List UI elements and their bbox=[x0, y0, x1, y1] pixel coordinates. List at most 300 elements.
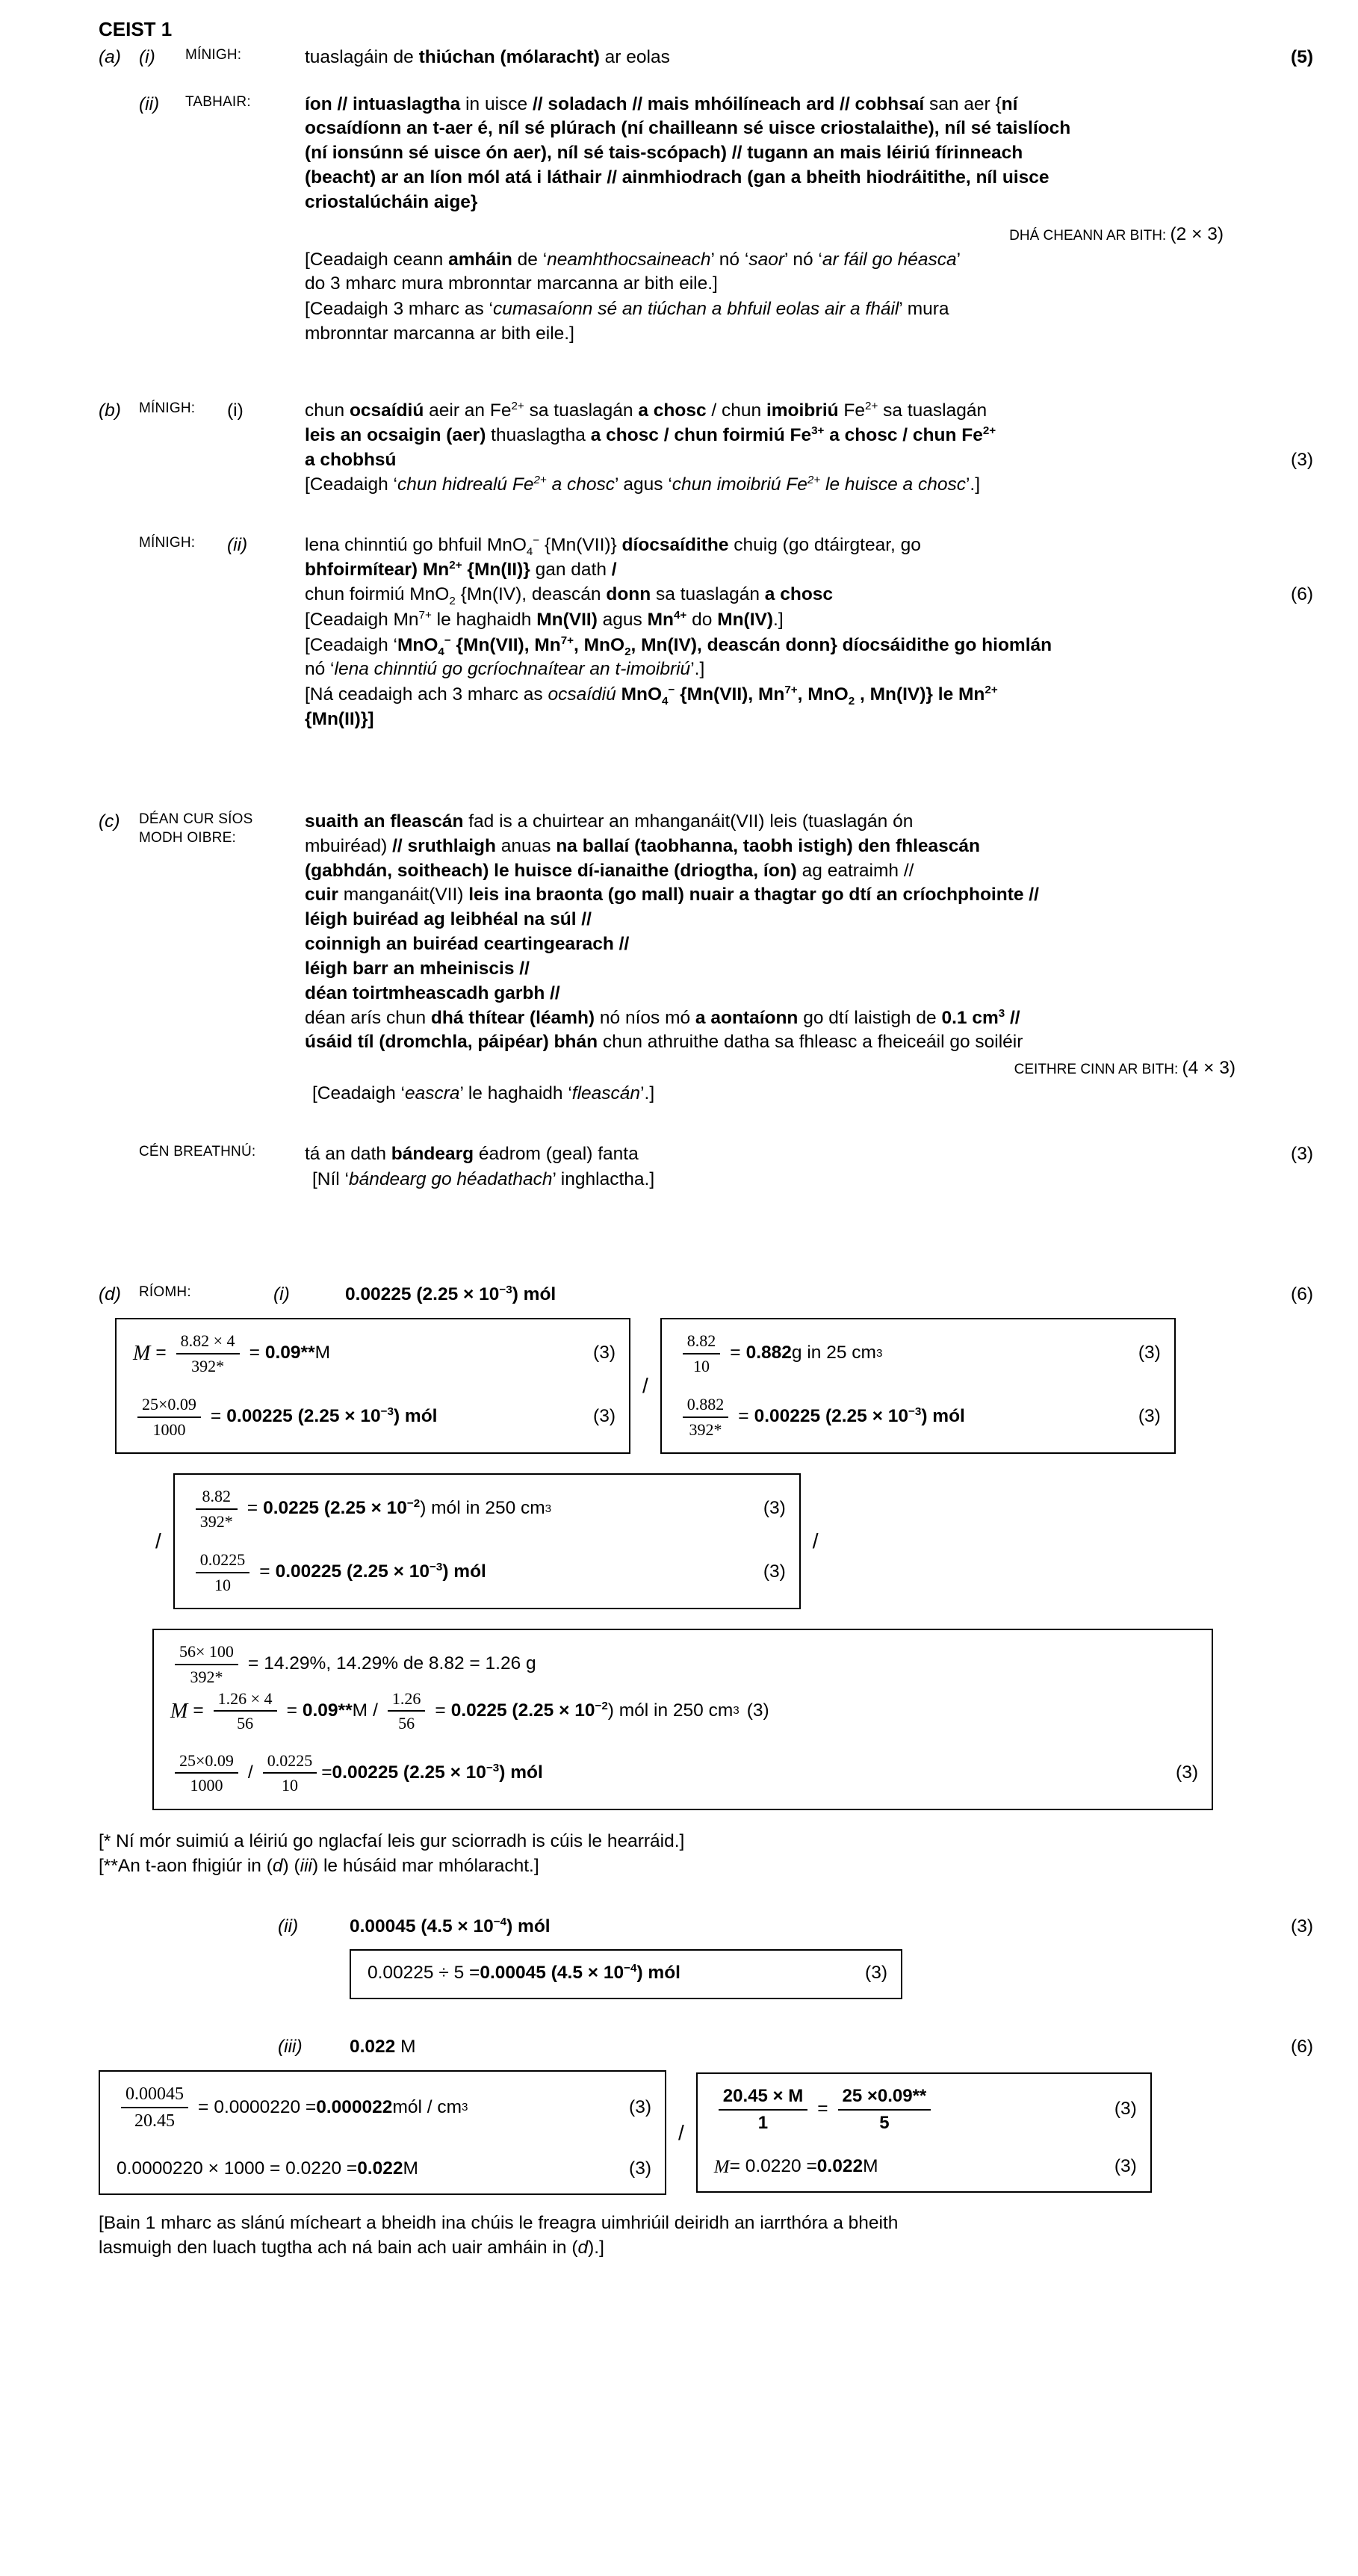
c-brn-t2: ’ inghlactha.] bbox=[552, 1168, 655, 1189]
boxR-mark2: (3) bbox=[1114, 2156, 1137, 2177]
boxR-f1num: 20.45 × M bbox=[722, 2085, 804, 2106]
b-ii-n2b1: MnO bbox=[397, 634, 438, 655]
c-l4t1: manganáit(VII) bbox=[338, 885, 469, 905]
d-footnote-3 bbox=[99, 2211, 1313, 2261]
box1-eq2: = bbox=[249, 1343, 260, 1363]
b-ii-n1b3: Mn(IV) bbox=[717, 609, 774, 630]
b-ii-n2b2sup: 7+ bbox=[560, 634, 574, 647]
c-note-t1: [Ceadaigh ‘ bbox=[312, 1083, 405, 1103]
b-i-l2b2: a chosc / chun foirmiú Fe bbox=[590, 424, 812, 445]
note1-i3: ar fáil go héasca bbox=[822, 249, 957, 270]
d-sep-2: / bbox=[155, 1529, 161, 1553]
note1-t2: de ‘ bbox=[512, 249, 548, 270]
note2-t1: [Ceadaigh 3 mharc as ‘ bbox=[305, 299, 493, 320]
box4-mark3: (3) bbox=[1176, 1762, 1198, 1783]
b-ii-note-3 bbox=[305, 683, 1313, 732]
b-ii-n3b1sub: 4 bbox=[662, 695, 669, 708]
any-two-label: DHÁ CHEANN AR BITH: bbox=[1009, 227, 1167, 244]
b-i-note-i1b: a chosc bbox=[546, 474, 616, 495]
d-ii-box-sup: −4 bbox=[624, 1962, 637, 1975]
box2-res2a: 0.00225 (2.25 × 10 bbox=[754, 1406, 908, 1427]
boxR-mark1: (3) bbox=[1114, 2099, 1137, 2120]
box4-frac3 bbox=[388, 1688, 426, 1735]
b-i-t1: chun bbox=[305, 400, 350, 421]
c-l2t1: mbuiréad) bbox=[305, 835, 393, 856]
box2-res2sup: −3 bbox=[908, 1405, 922, 1419]
mark-b-i: (3) bbox=[1291, 449, 1313, 470]
any-two-row bbox=[99, 223, 1313, 247]
box4-text1: 14.29%, 14.29% de 8.82 = 1.26 g bbox=[264, 1653, 536, 1674]
d-i-sup: −3 bbox=[499, 1284, 512, 1297]
b-ii-n2b5: donn bbox=[785, 634, 831, 655]
box2-mark1: (3) bbox=[1138, 1343, 1161, 1363]
box1-row2 bbox=[133, 1393, 616, 1440]
b-ii-n2b1sub: 4 bbox=[438, 645, 444, 658]
b-ii-n3t1: [Ná ceadaigh ach 3 mharc as bbox=[305, 684, 548, 705]
c-l1b: suaith an fleascán bbox=[305, 811, 464, 832]
roman-label-d-iii: (iii) bbox=[278, 2037, 303, 2058]
box1-f2den: 1000 bbox=[137, 1417, 201, 1440]
a-ii-t1: in uisce bbox=[460, 93, 533, 114]
c-line-3 bbox=[305, 859, 1313, 884]
d-fn2-i1: d bbox=[272, 1855, 283, 1876]
b-i-note-i2a: chun imoibriú Fe bbox=[672, 474, 807, 495]
box1-f1num: 8.82 × 4 bbox=[180, 1331, 235, 1351]
b-ii-n2b3sub: 2 bbox=[624, 645, 631, 658]
box1-frac1 bbox=[176, 1330, 240, 1377]
roman-label-d-ii: (ii) bbox=[278, 1916, 299, 1936]
b-ii-note-2-line2 bbox=[305, 657, 1313, 682]
c-l2b2: na ballaí (taobhanna, taobh istigh) den fhleascán bbox=[556, 835, 980, 856]
b-ii-l2b3: / bbox=[611, 560, 617, 580]
box1-eq: = bbox=[155, 1343, 167, 1363]
mark-d-iii: (6) bbox=[1291, 2037, 1313, 2058]
b-ii-n2t1: [Ceadaigh ‘ bbox=[305, 634, 397, 655]
box2-frac1 bbox=[683, 1330, 721, 1377]
c-note-t2: ’ le haghaidh ‘ bbox=[459, 1083, 572, 1103]
note1-i2: saor bbox=[748, 249, 784, 270]
d-iii-boxes-row bbox=[99, 2070, 1313, 2195]
note2-i1: cumasaíonn sé an tiúchan a bhfuil eolas air a fháil bbox=[492, 299, 899, 320]
c-line-7: léigh barr an mheiniscis // bbox=[305, 958, 530, 979]
a-i-bold: thiúchan (mólaracht) bbox=[418, 46, 600, 67]
b-ii-note-2 bbox=[305, 634, 1313, 683]
b-ii-n2b6: } díocsáidithe go hiomlán bbox=[830, 634, 1052, 655]
b-ii-n3b1: MnO bbox=[616, 684, 663, 705]
d-fn3-l1: [Bain 1 mharc as slánú mícheart a bheidh ina chúis le freagra uimhriúil deiridh an iarrthóra a bheith bbox=[99, 2213, 899, 2234]
note2-t2: ’ mura bbox=[899, 299, 949, 320]
box1-eq3: = bbox=[210, 1406, 222, 1427]
part-label-a: (a) bbox=[99, 46, 121, 67]
part-label-d: (d) bbox=[99, 1284, 121, 1305]
any-two-value: (2 × 3) bbox=[1170, 223, 1224, 244]
b-i-note-i1sup: 2+ bbox=[533, 474, 547, 487]
roman-label-a-ii: (ii) bbox=[139, 93, 160, 114]
b-i-l2t1: thuaslagtha bbox=[486, 424, 591, 445]
box4-f2den: 56 bbox=[214, 1710, 277, 1734]
box3-res2 bbox=[276, 1560, 486, 1585]
cue-minigh-a-i: MÍNIGH: bbox=[185, 46, 242, 63]
c-l4b2: leis ina braonta (go mall) nuair a thagtar go dtí an críochphointe // bbox=[468, 885, 1039, 905]
b-i-b1: ocsaídiú bbox=[349, 400, 424, 421]
b-i-l2sup2: 2+ bbox=[982, 424, 996, 437]
b-i-l2b3: a chosc / chun Fe bbox=[824, 424, 983, 445]
box3-res2a: 0.00225 (2.25 × 10 bbox=[275, 1561, 430, 1582]
box2-eq2: = bbox=[738, 1406, 749, 1427]
a-ii-b2: // soladach // mais mhóilíneach ard // cobhsaí bbox=[532, 93, 925, 114]
box1-mark2: (3) bbox=[593, 1406, 616, 1427]
question-b-i-row bbox=[99, 399, 1313, 472]
note2-line2: mbronntar marcanna ar bith eile.] bbox=[305, 323, 574, 344]
boxR-f2num: 25 ×0.09** bbox=[842, 2085, 927, 2106]
box1-res2sup: −3 bbox=[380, 1405, 394, 1419]
boxR-res: 0.022 bbox=[816, 2156, 864, 2177]
box3-row1: $\frac{8.82}{392*}$ = 0.0225 ($2.25 \times 10^{-2}$ ) mól in 250 cm 3 (3) bbox=[191, 1485, 786, 1532]
box2-frac2 bbox=[683, 1393, 729, 1440]
d-ii-box-b1: 0.00045 (4.5 × 10 bbox=[480, 1963, 624, 1984]
cue-c bbox=[139, 810, 305, 848]
c-l9b1: dhá thítear (léamh) bbox=[430, 1007, 595, 1028]
box3-res2b: ) mól bbox=[442, 1561, 486, 1582]
answer-c-breathnu bbox=[305, 1142, 1224, 1167]
d-i-box-1 bbox=[115, 1318, 630, 1454]
boxL-eq1: = bbox=[198, 2096, 209, 2117]
box4-res3b: ) mól bbox=[499, 1762, 543, 1783]
box2-unit1: g in 25 cm bbox=[791, 1343, 876, 1363]
roman-label-b-ii: (ii) bbox=[227, 535, 248, 556]
c-line-10 bbox=[305, 1030, 1313, 1055]
d-fn3-l2a: lasmuigh den luach tugtha ach ná bain ach uair amháin in ( bbox=[99, 2237, 578, 2258]
boxR-row2 bbox=[714, 2155, 1137, 2180]
b-ii-n1t2: le haghaidh bbox=[431, 609, 537, 630]
box4-f1num: 56× 100 bbox=[179, 1642, 234, 1662]
answer-d-iii bbox=[350, 2035, 1224, 2060]
b-ii-l2sup: 2+ bbox=[449, 558, 462, 572]
a-ii-b3: ní bbox=[1001, 93, 1018, 114]
question-d-i-row bbox=[99, 1283, 1313, 1307]
boxL-row2 bbox=[117, 2157, 651, 2182]
b-ii-n1b1: Mn(VII) bbox=[536, 609, 598, 630]
d-fn2-c: ) le húsáid mar mhólaracht.] bbox=[311, 1855, 539, 1876]
c-line-6: coinnigh an buiréad ceartingearach // bbox=[305, 934, 630, 955]
d-i-box-3 bbox=[173, 1473, 801, 1609]
cue-c-line1: DÉAN CUR SÍOS bbox=[139, 811, 253, 827]
d-fn3-l2b: ).] bbox=[588, 2237, 604, 2258]
b-ii-n2l2b: ’.] bbox=[690, 659, 705, 680]
box4-res2sup: −2 bbox=[595, 1699, 608, 1712]
box4-frac1 bbox=[175, 1641, 238, 1688]
answer-a-ii bbox=[305, 93, 1313, 215]
c-l10b1: úsáid tíl (dromchla, páipéar) bhán bbox=[305, 1032, 598, 1053]
cue-breathnu: CÉN BREATHNÚ: bbox=[139, 1143, 256, 1159]
b-ii-note-1 bbox=[305, 608, 1313, 633]
boxR-t: = 0.0220 = bbox=[729, 2156, 817, 2177]
box4-f5den: 10 bbox=[263, 1772, 317, 1796]
d-footnote-1: [* Ní mór suimiú a léiriú go nglacfaí leis gur sciorradh is cúis le hearráid.] bbox=[99, 1830, 685, 1851]
box1-res2b: ) mól bbox=[393, 1406, 438, 1427]
b-i-t6: sa tuaslagán bbox=[878, 400, 988, 421]
d-i-box-2 bbox=[660, 1318, 1176, 1454]
box4-eq4: = bbox=[435, 1700, 446, 1721]
b-i-b3: imoibriú bbox=[766, 400, 839, 421]
box1-f1den: 392* bbox=[176, 1353, 240, 1377]
b-ii-l3t1: chun foirmiú MnO bbox=[305, 583, 450, 604]
d-ii-box bbox=[350, 1949, 902, 1999]
box4-frac5 bbox=[263, 1750, 317, 1797]
b-ii-n3b3sub: 2 bbox=[848, 695, 855, 708]
boxL-unit2: M bbox=[403, 2158, 418, 2179]
cue-tabhair-a-ii: TABHAIR: bbox=[185, 93, 251, 110]
c-brn-t1: [Níl ‘ bbox=[312, 1168, 349, 1189]
box1-mark1: (3) bbox=[593, 1343, 616, 1363]
question-d-iii-row bbox=[99, 2035, 1313, 2060]
roman-label-d-i: (i) bbox=[273, 1284, 290, 1305]
b-i-l3b: a chobhsú bbox=[305, 449, 397, 470]
c-note bbox=[312, 1082, 1313, 1106]
any-four-value: (4 × 3) bbox=[1182, 1058, 1235, 1079]
question-c-row bbox=[99, 810, 1313, 1055]
box2-f2den: 392* bbox=[683, 1417, 729, 1440]
c-note-i1: eascra bbox=[404, 1083, 460, 1103]
cue-minigh-b-i: MÍNIGH: bbox=[139, 400, 196, 416]
box1-res2 bbox=[226, 1405, 437, 1429]
c-note-t3: ’.] bbox=[640, 1083, 655, 1103]
d-i-boxes-row-1 bbox=[115, 1318, 1313, 1454]
c-l10t1: chun athruithe datha sa fhleasc a fheiceáil go soiléir bbox=[598, 1032, 1023, 1053]
box4-unit1: M bbox=[352, 1700, 368, 1721]
a-ii-line-3: (ní ionsúnn sé uisce ón aer), níl sé tais-scópach) // tugann an mais léiriú fírinneach bbox=[305, 143, 1023, 164]
note1-t5: ’ bbox=[956, 249, 961, 270]
b-ii-n3b5sup: 2+ bbox=[985, 684, 998, 697]
b-ii-n3l2: {Mn(II)}] bbox=[305, 709, 374, 730]
answer-b-ii bbox=[305, 533, 1224, 607]
box4-frac2 bbox=[214, 1688, 277, 1735]
box4-res2 bbox=[451, 1699, 608, 1724]
c-line-9 bbox=[305, 1006, 1313, 1031]
note1-t3: ’ nó ‘ bbox=[710, 249, 749, 270]
box3-f1num: 8.82 bbox=[202, 1487, 232, 1506]
c-l9b2: a aontaíonn bbox=[695, 1007, 799, 1028]
boxR-row1 bbox=[714, 2084, 1137, 2135]
b-i-note-i2 bbox=[672, 474, 966, 495]
a-i-text-2: ar eolas bbox=[599, 46, 670, 67]
box4-res3 bbox=[332, 1761, 543, 1786]
b-ii-n2b bbox=[397, 634, 1052, 658]
question-a-ii-row bbox=[99, 93, 1313, 215]
box4-res2b: ) mól in 250 cm bbox=[607, 1700, 734, 1721]
a-ii-note-1 bbox=[305, 248, 1313, 297]
d-ii-box-t1: 0.00225 ÷ 5 = bbox=[368, 1963, 480, 1984]
c-l9b4: // bbox=[1005, 1007, 1020, 1028]
c-br-t2: éadrom (geal) fanta bbox=[474, 1143, 639, 1164]
box3-res1a: 0.0225 (2.25 × 10 bbox=[263, 1498, 407, 1519]
c-l9b3sup: 3 bbox=[998, 1006, 1005, 1020]
box4-res3a: 0.00225 (2.25 × 10 bbox=[332, 1762, 486, 1783]
roman-label-b-i: (i) bbox=[227, 400, 244, 421]
b-ii-l2t1: gan dath bbox=[530, 560, 612, 580]
b-ii-l2b1: bhfoirmítear) Mn bbox=[305, 560, 450, 580]
d-i-boxes-row-2 bbox=[143, 1473, 1313, 1609]
a-i-text-1: tuaslagáin de bbox=[305, 46, 419, 67]
box3-mark2: (3) bbox=[763, 1561, 786, 1582]
b-ii-n3b3: , MnO bbox=[797, 684, 849, 705]
box1-frac2 bbox=[137, 1393, 201, 1440]
d-sep-3: / bbox=[812, 1529, 819, 1553]
a-ii-line-5: criostalúcháin aige} bbox=[305, 191, 478, 212]
box1-f2num: 25×0.09 bbox=[142, 1395, 196, 1414]
box3-f1den: 392* bbox=[196, 1508, 238, 1532]
b-i-note-i1 bbox=[397, 474, 615, 495]
b-i-l2sup1: 3+ bbox=[811, 424, 825, 437]
answer-a-i bbox=[305, 46, 1224, 70]
d-fn2-i2: iii bbox=[300, 1855, 312, 1876]
d-iii-a2: M bbox=[395, 2037, 416, 2058]
b-i-note-t3: ’.] bbox=[965, 474, 981, 495]
answer-c bbox=[305, 810, 1313, 1055]
b-i-line-3 bbox=[305, 448, 1224, 473]
b-ii-n2l2i: lena chinntiú go gcríochnaítear an t-imoibriú bbox=[334, 659, 691, 680]
b-ii-line-1 bbox=[305, 533, 1224, 558]
boxR-f2den: 5 bbox=[838, 2109, 931, 2135]
box4-eq1: = bbox=[247, 1653, 259, 1674]
b-i-line-2 bbox=[305, 424, 1224, 448]
d-fn2-a: [**An t-aon fhigiúr in ( bbox=[99, 1855, 273, 1876]
boxR-eq1: = bbox=[817, 2099, 828, 2120]
b-i-note bbox=[305, 473, 1313, 498]
box4-f2num: 1.26 × 4 bbox=[217, 1688, 273, 1708]
b-ii-n1t1: [Ceadaigh Mn bbox=[305, 609, 419, 630]
b-ii-l3sub: 2 bbox=[449, 594, 456, 607]
question-c-breathnu-row bbox=[99, 1142, 1313, 1167]
b-i-line-1 bbox=[305, 399, 1224, 424]
box3-eq2: = bbox=[259, 1561, 270, 1582]
page-title: CEIST 1 bbox=[99, 18, 173, 40]
boxR-var: M bbox=[713, 2156, 730, 2177]
box2-f1num: 8.82 bbox=[686, 1331, 716, 1351]
box4-res2a: 0.0225 (2.25 × 10 bbox=[450, 1700, 595, 1721]
boxL-f1den: 20.45 bbox=[121, 2107, 188, 2133]
box3-eq1: = bbox=[247, 1498, 258, 1519]
question-a-i-row bbox=[99, 46, 1313, 70]
boxL-row1: $\frac{0.00045}{20.45}$ = 0.0000220 = 0.000022 mól / cm 3 (3) bbox=[117, 2082, 651, 2133]
box1-var: M bbox=[133, 1342, 151, 1365]
b-ii-n3b1sup: − bbox=[668, 684, 675, 697]
box3-res1sup: −2 bbox=[406, 1497, 421, 1511]
boxL-unit: mól / cm bbox=[392, 2096, 462, 2117]
d-fn3-l2 bbox=[99, 2236, 1313, 2261]
d-i-a1: 0.00225 (2.25 × 10 bbox=[345, 1284, 500, 1305]
boxL-mid: 0.0000220 = bbox=[214, 2096, 317, 2117]
b-ii-line-2 bbox=[305, 558, 1224, 583]
boxR-unit: M bbox=[863, 2156, 878, 2177]
part-label-c: (c) bbox=[99, 811, 120, 832]
box2-row1: $\frac{8.82}{10}$ = 0.882 g in 25 cm 3 (3) bbox=[678, 1330, 1161, 1377]
d-ii-box-b bbox=[480, 1961, 680, 1986]
a-ii-note-2 bbox=[305, 297, 1313, 347]
a-ii-line-2: ocsaídíonn an t-aer é, níl sé plúrach (ní chailleann sé uisce criostalaithe), níl sé taislíoch bbox=[305, 118, 1071, 139]
c-l2t2: anuas bbox=[495, 835, 556, 856]
b-ii-n2b3: , MnO bbox=[574, 634, 625, 655]
box4-f1den: 392* bbox=[175, 1664, 238, 1688]
box4-f3num: 1.26 bbox=[391, 1688, 421, 1708]
d-ii-sup: −4 bbox=[493, 1915, 507, 1928]
b-ii-n2b4: , Mn(IV), deascán bbox=[630, 634, 786, 655]
box3-f2num: 0.0225 bbox=[199, 1550, 246, 1570]
box4-row2: M = $\frac{1.26 \times 4}{56}$ = 0.09** M / $\frac{1.26}{56}$ = 0.0225 ($2.25 \times 10^{-2}$ ) mól in 250 cm 3 (3) bbox=[170, 1688, 1198, 1735]
c-br-b: bándearg bbox=[391, 1143, 474, 1164]
b-ii-n3b bbox=[616, 684, 998, 708]
c-l1t: fad is a chuirtear an mhanganáit(VII) leis (tuaslagán ón bbox=[463, 811, 914, 832]
d-iii-sep: / bbox=[678, 2120, 684, 2144]
box1-res: 0.09** bbox=[264, 1343, 315, 1363]
box2-eq1: = bbox=[730, 1343, 741, 1363]
c-line-2 bbox=[305, 835, 1313, 859]
cue-c-line2: MODH OIBRE: bbox=[139, 830, 236, 846]
b-ii-l2b2: {Mn(II)} bbox=[462, 560, 530, 580]
box4-row3 bbox=[170, 1750, 1198, 1797]
b-i-t2: aeir an Fe bbox=[424, 400, 512, 421]
box3-row2 bbox=[191, 1549, 786, 1596]
b-ii-b1: díocsaídithe bbox=[621, 535, 729, 556]
c-l4b1: cuir bbox=[305, 885, 338, 905]
part-label-b: (b) bbox=[99, 400, 121, 421]
c-l3t1: ag eatraimh // bbox=[796, 860, 914, 881]
b-ii-l3t3: sa tuaslagán bbox=[651, 583, 765, 604]
b-ii-n3b2: {Mn(VII), Mn bbox=[675, 684, 785, 705]
box3-res2sup: −3 bbox=[429, 1561, 443, 1573]
boxL-mark2: (3) bbox=[629, 2158, 651, 2179]
box4-mark2: (3) bbox=[746, 1700, 769, 1721]
box4-f5num: 0.0225 bbox=[267, 1750, 313, 1770]
c-line-5: léigh buiréad ag leibhéal na súl // bbox=[305, 909, 592, 930]
d-iii-box-right bbox=[696, 2072, 1152, 2193]
c-breathnu-note bbox=[312, 1168, 1313, 1192]
box4-res3sup: −3 bbox=[486, 1761, 500, 1774]
box2-row2 bbox=[678, 1393, 1161, 1440]
d-iii-a1: 0.022 bbox=[350, 2037, 396, 2058]
b-ii-t3: chuig (go dtáirgtear, go bbox=[728, 535, 921, 556]
box2-res2 bbox=[754, 1405, 965, 1429]
c-note-i2: fleascán bbox=[571, 1083, 641, 1103]
box4-eq3: = bbox=[286, 1700, 297, 1721]
box4-var: M bbox=[170, 1699, 188, 1723]
boxL-res: 0.000022 bbox=[316, 2096, 393, 2117]
boxR-frac2 bbox=[838, 2084, 931, 2135]
a-ii-line-4: (beacht) ar an líon mól atá i láthair // ainmhiodrach (gan a bheith hiodráitithe, níl uisce bbox=[305, 167, 1049, 188]
b-i-sup1: 2+ bbox=[511, 399, 524, 412]
b-ii-t2: {Mn(VII)} bbox=[539, 535, 622, 556]
b-i-b2: a chosc bbox=[638, 400, 707, 421]
b-i-t4: / chun bbox=[706, 400, 766, 421]
answer-d-i bbox=[345, 1283, 1224, 1307]
b-i-note-t2: ’ agus ‘ bbox=[615, 474, 672, 495]
b-ii-line-3 bbox=[305, 583, 1224, 607]
box1-row1 bbox=[133, 1330, 616, 1377]
box4-frac4 bbox=[175, 1750, 238, 1797]
c-l9t2: nó níos mó bbox=[595, 1007, 695, 1028]
note1-t1: [Ceadaigh ceann bbox=[305, 249, 449, 270]
box3-mark1: (3) bbox=[763, 1498, 786, 1519]
d-ii-a2: ) mól bbox=[506, 1916, 551, 1936]
b-i-l2b1: leis an ocsaigin (aer) bbox=[305, 424, 486, 445]
c-line-1 bbox=[305, 810, 1313, 835]
b-ii-n1sup: 7+ bbox=[418, 608, 432, 622]
c-l2b1: // sruthlaigh bbox=[392, 835, 496, 856]
note1-b1: amháin bbox=[448, 249, 512, 270]
question-d-ii-row bbox=[99, 1915, 1313, 1939]
mark-b-ii: (6) bbox=[1291, 583, 1313, 604]
c-l9t1: déan arís chun bbox=[305, 1007, 431, 1028]
